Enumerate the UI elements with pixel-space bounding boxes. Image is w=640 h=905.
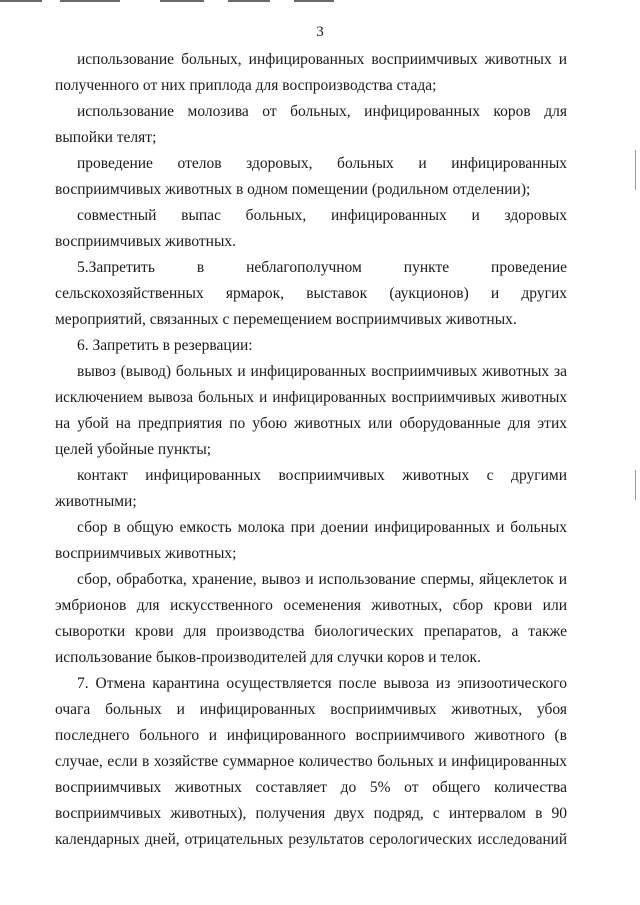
- text-line: восприимчивых животных в одном помещении (родильном отделении);: [55, 181, 531, 198]
- text-line: контакт инфицированных восприимчивых животных с другими: [77, 467, 567, 484]
- text-line: на убой на предприятия по убою животных или оборудованные для этих: [55, 415, 567, 432]
- text-line: сельскохозяйственных ярмарок, выставок (аукционов) и других: [55, 285, 567, 302]
- text-line: календарных дней, отрицательных результатов серологических исследований: [55, 831, 567, 848]
- text-line: совместный выпас больных, инфицированных и здоровых: [77, 207, 567, 224]
- text-line: животными;: [55, 493, 137, 510]
- scan-edge-mark: [294, 0, 334, 2]
- text-line: мероприятий, связанных с перемещением восприимчивых животных.: [55, 311, 517, 328]
- text-line: вывоз (вывод) больных и инфицированных восприимчивых животных за: [77, 363, 567, 380]
- text-line: последнего больного и инфицированного восприимчивого животного (в: [55, 727, 567, 744]
- text-line: проведение отелов здоровых, больных и инфицированных: [77, 155, 567, 172]
- text-line: использование молозива от больных, инфицированных коров для: [77, 103, 567, 120]
- scan-edge-mark: [0, 0, 42, 2]
- text-line: сбор в общую емкость молока при доении инфицированных и больных: [77, 519, 567, 536]
- text-line: выпойки телят;: [55, 129, 157, 146]
- text-line: случае, если в хозяйстве суммарное количество больных и инфицированных: [55, 753, 567, 770]
- text-line: восприимчивых животных.: [55, 233, 236, 250]
- document-body: [55, 47, 567, 853]
- scan-margin-mark: [635, 470, 636, 500]
- scan-margin-mark: [635, 150, 636, 190]
- text-line: исключением вывоза больных и инфицированных восприимчивых животных: [55, 389, 567, 406]
- text-line: восприимчивых животных), получения двух подряд, с интервалом в 90: [55, 805, 567, 822]
- text-line: полученного от них приплода для воспроизводства стада;: [55, 77, 437, 94]
- page-number: 3: [316, 24, 324, 40]
- text-line: эмбрионов для искусственного осеменения животных, сбор крови или: [55, 597, 567, 614]
- scan-edge-mark: [160, 0, 204, 2]
- text-line: целей убойные пункты;: [55, 441, 212, 458]
- text-line: использование быков-производителей для случки коров и телок.: [55, 649, 481, 666]
- text-line: восприимчивых животных;: [55, 545, 237, 562]
- scan-edge-mark: [228, 0, 270, 2]
- text-line: 7. Отмена карантина осуществляется после вывоза из эпизоотического: [77, 675, 567, 692]
- text-line: сыворотки крови для производства биологических препаратов, а также: [55, 623, 567, 640]
- text-line: очага больных и инфицированных восприимчивых животных, убоя: [55, 701, 567, 718]
- text-line: 6. Запретить в резервации:: [77, 337, 253, 354]
- text-line: восприимчивых животных составляет до 5% от общего количества: [55, 779, 567, 796]
- scan-edge-mark: [60, 0, 120, 2]
- text-line: сбор, обработка, хранение, вывоз и использование спермы, яйцеклеток и: [77, 571, 567, 588]
- text-line: 5.Запретить в неблагополучном пункте проведение: [77, 259, 567, 276]
- text-line: использование больных, инфицированных восприимчивых животных и: [77, 51, 567, 68]
